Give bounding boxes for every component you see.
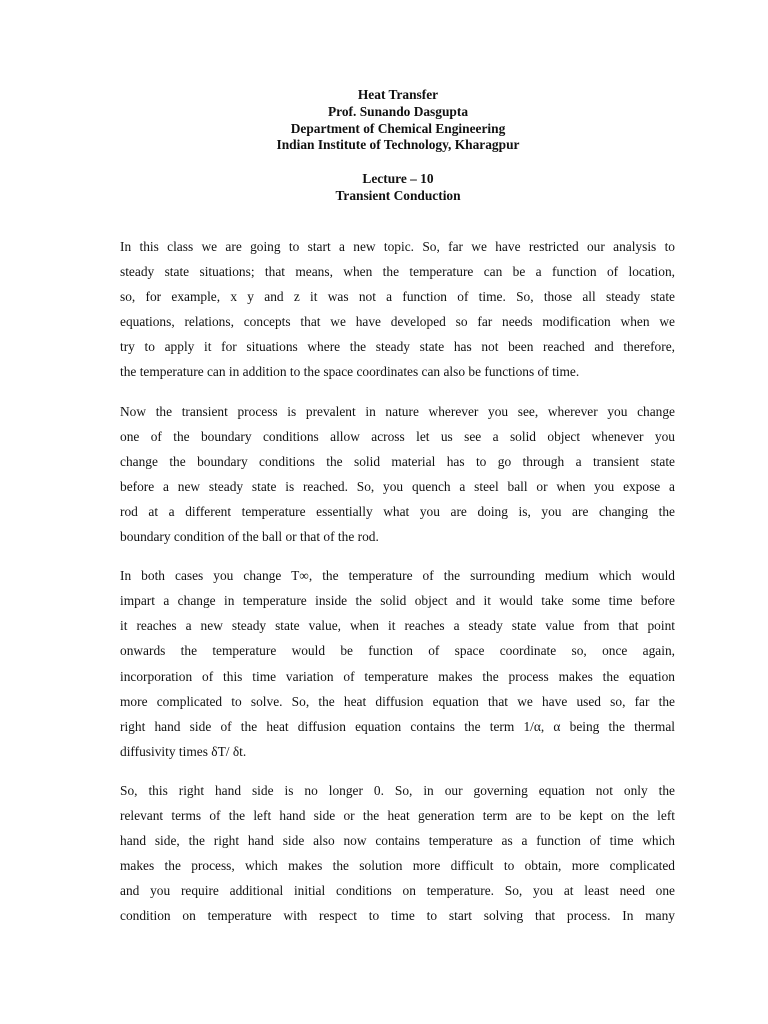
paragraph-1 [120,234,675,385]
text-line: incorporation of this time variation of temperature makes the process makes the equation [120,668,675,684]
text-line: one of the boundary conditions allow across let us see a solid object whenever you [120,428,675,444]
text-line: try to apply it for situations where the steady state has not been reached and therefore, [120,339,675,355]
text-line: diffusivity times δT/ δt. [120,743,247,759]
text-line: change the boundary conditions the solid material has to go through a transient state [120,453,675,469]
paragraph-4 [120,778,675,929]
text-line: more complicated to solve. So, the heat diffusion equation that we have used so, far the [120,693,675,709]
text-line: hand side, the right hand side also now contains temperature as a function of time which [120,833,675,849]
institute-name: Indian Institute of Technology, Kharagpur [276,137,520,153]
header-spacer [0,154,768,171]
text-line: So, this right hand side is no longer 0. So, in our governing equation not only the [120,782,675,798]
text-line: so, for example, x y and z it was not a function of time. So, those all steady state [120,289,675,305]
text-line: rod at a different temperature essentially what you are doing is, you are changing the [120,503,675,519]
body-text [120,234,675,942]
text-line: steady state situations; that means, when the temperature can be a function of location, [120,264,675,280]
text-line: before a new steady state is reached. So, you quench a steel ball or when you expose a [120,478,675,494]
text-line: boundary condition of the ball or that of the rod. [120,529,379,545]
paragraph-3 [120,563,675,764]
text-line: impart a change in temperature inside the solid object and it would take some time before [120,593,675,609]
course-title: Heat Transfer [357,87,439,102]
text-line: In this class we are going to start a new topic. So, far we have restricted our analysis to [120,239,675,254]
text-line: the temperature can in addition to the space coordinates can also be functions of time. [120,364,580,380]
department-name: Department of Chemical Engineering [290,120,506,136]
text-line: relevant terms of the left hand side or the heat generation term are to be kept on the left [120,807,675,823]
lecture-number: Lecture – 10 [362,171,434,187]
text-line: it reaches a new steady state value, when it reaches a steady state value from that point [120,618,675,634]
professor-name: Prof. Sunando Dasgupta [327,103,469,119]
text-line: and you require additional initial conditions on temperature. So, you at least need one [120,883,675,899]
lecture-topic: Transient Conduction [335,187,461,203]
paragraph-2 [120,399,675,550]
text-line: equations, relations, concepts that we have developed so far needs modification when we [120,314,675,330]
text-line: Now the transient process is prevalent in nature wherever you see, wherever you change [120,403,675,419]
text-line: right hand side of the heat diffusion equation contains the term 1/α, α being the thermal [120,718,675,734]
document-header [0,87,768,205]
text-line: onwards the temperature would be function of space coordinate so, once again, [120,643,675,659]
text-line: makes the process, which makes the solution more difficult to obtain, more complicated [120,858,675,874]
text-line: condition on temperature with respect to time to start solving that process. In many [120,908,675,924]
text-line: In both cases you change T∞, the temperature of the surrounding medium which would [120,568,675,584]
